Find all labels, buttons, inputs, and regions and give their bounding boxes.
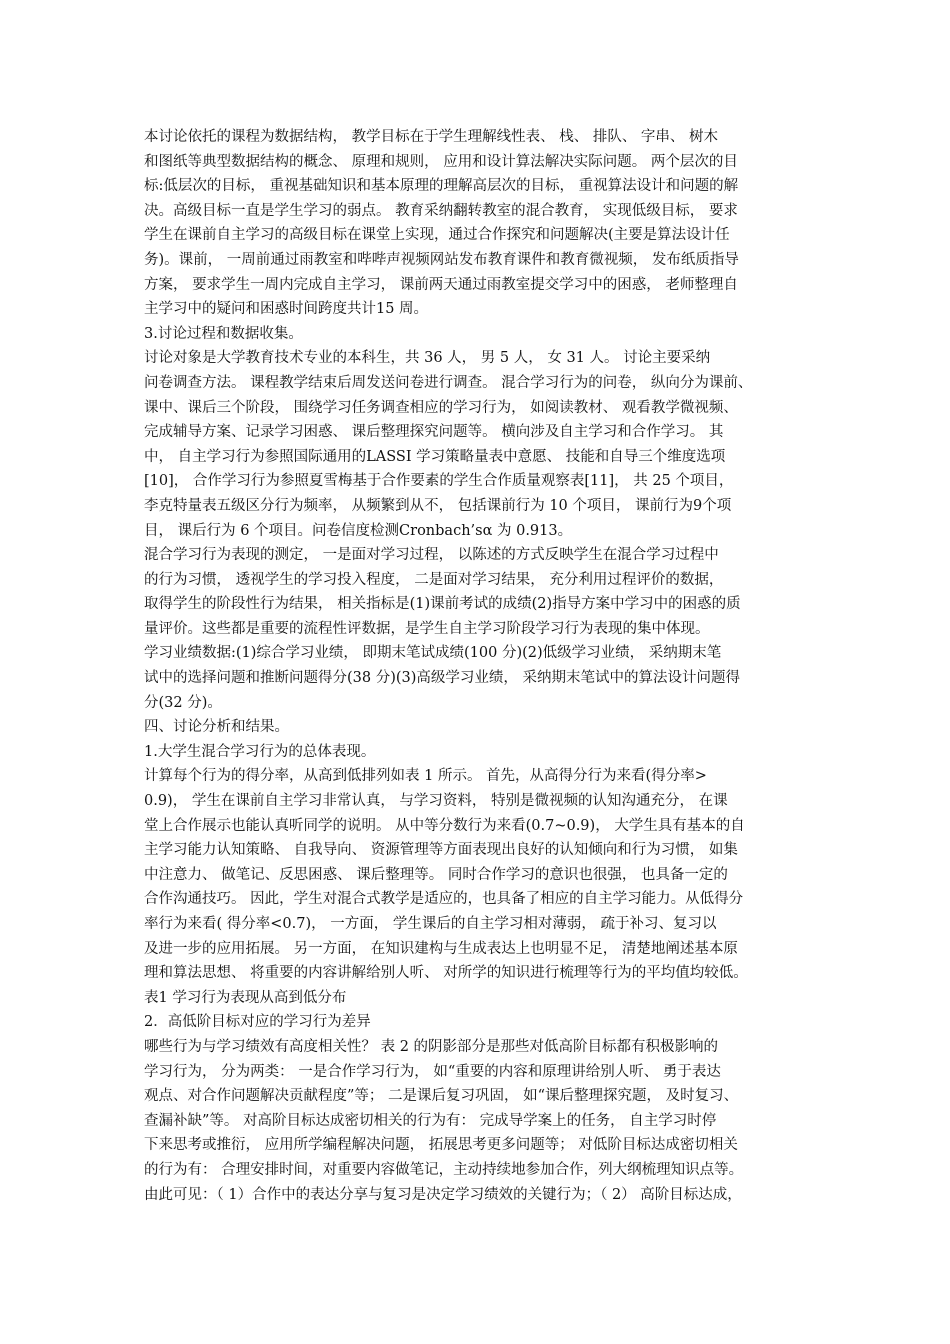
text-line: 本讨论依托的课程为数据结构， 教学目标在于学生理解线性表、 栈、 排队、 字串、 树木 [144,129,719,145]
text-line: 讨论对象是大学教育技术专业的本科生，共 36 人， 男 5 人， 女 31 人。 讨论主要采纳 [144,350,711,367]
text-line: 观点、对合作问题解决贡献程度”等； 二是课后复习巩固， 如“课后整理探究题， 及时复习、 [144,1088,739,1105]
text-line: [10]， 合作学习行为参照夏雪梅基于合作要素的学生合作质量观察表[11]， 共 25 个项目， [144,473,734,490]
text-line: 问卷调查方法。 课程教学结束后周发送问卷进行调查。 混合学习行为的问卷， 纵向分为课前、 [144,374,753,391]
document-body [144,125,820,1207]
text-line: 堂上合作展示也能认真听同学的说明。 从中等分数行为来看(0.7~0.9)， 大学生具有基本的自 [144,817,745,834]
text-line: 务)。课前， 一周前通过雨教室和哔哔声视频网站发布教育课件和教育微视频， 发布纸质指导 [144,251,739,268]
text-line: 和图纸等典型数据结构的概念、 原理和规则， 应用和设计算法解决实际问题。 两个层次的目 [144,153,738,170]
text-line: 学习业绩数据:(1)综合学习业绩， 即期末笔试成绩(100 分)(2)低级学习业绩， 采纳期末笔 [144,645,722,662]
text-line: 中注意力、 做笔记、反思困惑、 课后整理等。 同时合作学习的意识也很强， 也具备一定的 [144,866,728,883]
text-line: 下来思考或推衍， 应用所学编程解决问题， 拓展思考更多问题等； 对低阶目标达成密切相关 [144,1137,738,1154]
text-line: 量评价。这些都是重要的流程性评数据，是学生自主学习阶段学习行为表现的集中体现。 [144,620,710,637]
text-line: 的行为习惯， 透视学生的学习投入程度， 二是面对学习结果， 充分利用过程评价的数据， [144,571,724,588]
text-line: 主学习能力认知策略、 自我导向、 资源管理等方面表现出良好的认知倾向和行为习惯， 如集 [144,842,738,859]
text-line: 查漏补缺”等。 对高阶目标达成密切相关的行为有： 完成导学案上的任务， 自主学习时停 [144,1112,717,1129]
text-line: 标:低层次的目标， 重视基础知识和基本原理的理解高层次的目标， 重视算法设计和问题的解 [144,178,739,195]
text-line: 混合学习行为表现的测定， 一是面对学习过程， 以陈述的方式反映学生在混合学习过程中 [144,547,719,564]
section-heading: 四、讨论分析和结果。 [144,719,289,736]
section-heading: 1.大学生混合学习行为的总体表现。 [144,743,376,760]
section-heading: 2．高低阶目标对应的学习行为差异 [144,1014,371,1031]
table-caption: 表1 学习行为表现从高到低分布 [144,989,347,1006]
text-line: 学习行为， 分为两类： 一是合作学习行为， 如“重要的内容和原理讲给别人听、 勇于表达 [144,1063,721,1080]
text-line: 计算每个行为的得分率，从高到低排列如表 1 所示。 首先，从高得分行为来看(得分率> [144,768,707,785]
text-line: 取得学生的阶段性行为结果， 相关指标是(1)课前考试的成绩(2)指导方案中学习中的困惑的质 [144,596,741,613]
text-line: 由此可见：（ 1）合作中的表达分享与复习是决定学习绩效的关键行为；（ 2） 高阶目标达成， [144,1186,742,1203]
text-line: 的行为有： 合理安排时间，对重要内容做笔记，主动持续地参加合作，列大纲梳理知识点等。 [144,1161,744,1178]
text-line: 完成辅导方案、记录学习困惑、 课后整理探究问题等。 横向涉及自主学习和合作学习。 其 [144,424,724,441]
text-line: 合作沟通技巧。 因此，学生对混合式教学是适应的，也具备了相应的自主学习能力。从低得分 [144,891,744,908]
text-line: 课中、课后三个阶段， 围绕学习任务调查相应的学习行为， 如阅读教材、 观看教学微视频、 [144,399,738,416]
text-line: 目， 课后行为 6 个项目。问卷信度检测Cronbach’sα 为 0.913。 [144,522,573,539]
text-line: 中， 自主学习行为参照国际通用的LASSI 学习策略量表中意愿、 技能和自导三个维度选项 [144,448,726,465]
text-line: 决。高级目标一直是学生学习的弱点。 教育采纳翻转教室的混合教育， 实现低级目标， 要求 [144,202,738,219]
text-line: 李克特量表五级区分行为频率， 从频繁到从不， 包括课前行为 10 个项目， 课前行为9个项 [144,497,732,514]
text-line: 及进一步的应用拓展。 另一方面， 在知识建构与生成表达上也明显不足， 清楚地阐述基本原 [144,940,738,957]
text-line: 0.9)， 学生在课前自主学习非常认真， 与学习资料， 特别是微视频的认知沟通充分， 在课 [144,793,728,810]
text-line: 率行为来看( 得分率<0.7)， 一方面， 学生课后的自主学习相对薄弱， 疏于补习、复习以 [144,916,717,932]
text-line: 试中的选择问题和推断问题得分(38 分)(3)高级学习业绩， 采纳期末笔试中的算法设计问题得 [144,670,741,687]
section-heading: 3.讨论过程和数据收集。 [144,325,303,342]
text-line: 哪些行为与学习绩效有高度相关性？ 表 2 的阴影部分是那些对低高阶目标都有积极影响的 [144,1038,719,1055]
text-line: 分(32 分)。 [144,694,222,711]
text-line: 主学习中的疑问和困惑时间跨度共计15 周。 [144,301,429,318]
text-line: 学生在课前自主学习的高级目标在课堂上实现，通过合作探究和问题解决(主要是算法设计任 [144,227,730,244]
text-line: 理和算法思想、 将重要的内容讲解给别人听、 对所学的知识进行梳理等行为的平均值均较低。 [144,965,748,982]
text-line: 方案， 要求学生一周内完成自主学习， 课前两天通过雨教室提交学习中的困惑， 老师整理自 [144,276,738,293]
